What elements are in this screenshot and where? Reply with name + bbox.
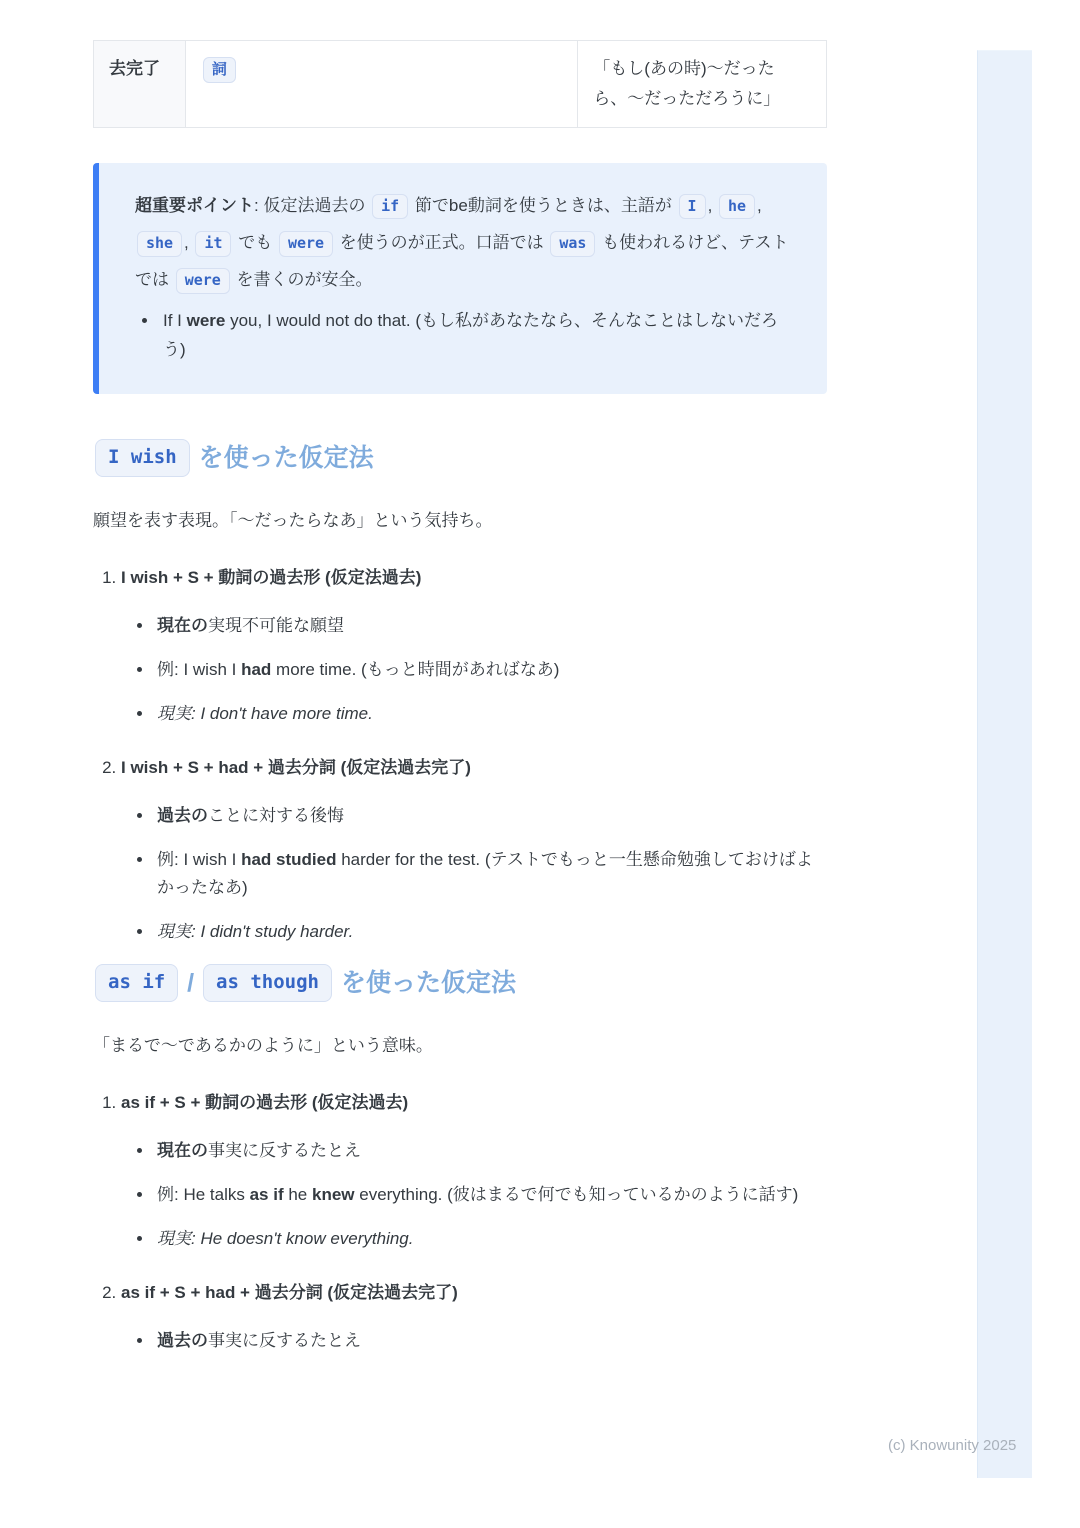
grammar-pattern-list (93, 564, 827, 946)
meaning-cell (578, 41, 827, 128)
text-run: 現実: I didn't study harder. (157, 922, 354, 942)
pattern-item (121, 1089, 827, 1253)
text-run: ことに対する後悔 (208, 806, 344, 826)
pattern-item (121, 564, 827, 728)
text-run: 例: I wish I (157, 660, 242, 680)
pattern-item (121, 754, 827, 946)
text-run: I wish + S + 動詞の過去形 (仮定法過去) (121, 567, 422, 587)
detail-item (154, 918, 827, 946)
form-cell (185, 41, 577, 128)
text-run: を使った仮定法 (191, 444, 374, 473)
code-chip: were (279, 231, 333, 257)
detail-item (154, 1137, 827, 1165)
code-chip: as though (203, 964, 332, 1002)
text-run: , (184, 232, 194, 252)
text-run: you, I would not do that. (もし私があなたなら、そんなことはしないだろう) (163, 310, 778, 359)
text-run: 例: He talks (157, 1184, 250, 1204)
copyright-watermark: (c) Knowunity 2025 (888, 1437, 1017, 1454)
text-run: 「もし(あの時)〜だったら、〜だっただろうに」 (593, 59, 781, 108)
text-run: を書くのが安全。 (231, 270, 373, 290)
text-run: more time. (もっと時間があればなあ) (271, 660, 560, 680)
section-heading-as-if (93, 964, 827, 1002)
callout-bullet (159, 307, 797, 365)
callout-bullet-list (135, 307, 797, 365)
text-run: everything. (彼はまるで何でも知っているかのように話す) (354, 1184, 799, 1204)
text-run: I wish + S + had + 過去分詞 (仮定法過去完了) (121, 758, 471, 778)
text-run: 過去の (157, 1331, 208, 1351)
side-panel-strip (977, 50, 1032, 1478)
text-run: 例: I wish I (157, 850, 242, 870)
text-run: : 仮定法過去の (254, 195, 371, 215)
text-run: 事実に反するたとえ (208, 1140, 361, 1160)
pattern-detail-list (121, 802, 827, 946)
pattern-title (121, 568, 421, 587)
detail-item (154, 700, 827, 728)
code-chip: I (679, 194, 706, 220)
text-run: を使った仮定法 (334, 969, 516, 998)
pattern-detail-list (121, 1137, 827, 1253)
text-run: 過去の (157, 806, 208, 826)
code-chip: if (372, 194, 408, 220)
text-run: as if + S + had + 過去分詞 (仮定法過去完了) (121, 1283, 458, 1303)
text-run: had studied (241, 850, 337, 870)
text-run: 実現不可能な願望 (208, 615, 344, 635)
continuation-table (93, 40, 827, 128)
text-run: were (186, 310, 226, 330)
text-run: も使われるけど、テストでは (135, 232, 789, 290)
text-run: 去完了 (109, 59, 160, 78)
section-heading-i-wish (93, 439, 827, 477)
text-run: 節でbe動詞を使うときは、主語が (410, 195, 677, 215)
pattern-detail-list (121, 612, 827, 728)
code-chip: as if (95, 964, 178, 1002)
text-run: 現実: I don't have more time. (157, 704, 373, 724)
text-run: 超重要ポイント (135, 195, 254, 215)
intro-text: 「まるで〜であるかのように」という意味。 (93, 1035, 433, 1055)
important-callout (93, 163, 827, 395)
detail-item (154, 656, 827, 684)
text-run: as if + S + 動詞の過去形 (仮定法過去) (121, 1092, 409, 1112)
callout-body (135, 187, 797, 299)
detail-item (154, 1327, 827, 1355)
text-run: had (241, 660, 272, 680)
text-run: harder for the test. (テストでもっと一生懸命勉強しておけばよかったなあ) (157, 850, 813, 898)
text-run: / (180, 969, 202, 998)
code-chip: it (195, 231, 231, 257)
text-run: 現実: He doesn't know everything. (157, 1228, 414, 1248)
page-content (93, 40, 827, 1373)
text-run: knew (311, 1184, 355, 1204)
text-run: 現在の (157, 1140, 208, 1160)
text-run: 現在の (157, 615, 208, 635)
code-chip: she (137, 231, 182, 257)
text-run: as if (249, 1184, 284, 1204)
intro-text: 願望を表す表現。「〜だったらなあ」という気持ち。 (93, 511, 493, 531)
text-run: If I (163, 310, 187, 330)
detail-item (154, 612, 827, 640)
text-run: 事実に反するたとえ (208, 1331, 361, 1351)
table-row (94, 41, 827, 128)
text-run: he (283, 1184, 312, 1204)
pattern-detail-list (121, 1327, 827, 1355)
text-run: , (757, 195, 762, 215)
detail-item (154, 846, 827, 902)
text-run: を使うのが正式。口語では (334, 232, 549, 252)
pattern-title (121, 758, 471, 777)
detail-item (154, 1225, 827, 1253)
code-chip: 詞 (203, 57, 236, 83)
text-run: でも (233, 232, 277, 252)
grammar-pattern-list (93, 1089, 827, 1355)
code-chip: was (550, 231, 595, 257)
detail-item (154, 1181, 827, 1209)
text-run: , (707, 195, 718, 215)
code-chip: I wish (95, 439, 190, 477)
pattern-item (121, 1279, 827, 1355)
detail-item (154, 802, 827, 830)
term-cell (94, 41, 186, 128)
pattern-title (121, 1093, 408, 1112)
code-chip: he (719, 194, 755, 220)
pattern-title (121, 1283, 458, 1302)
code-chip: were (176, 268, 230, 294)
